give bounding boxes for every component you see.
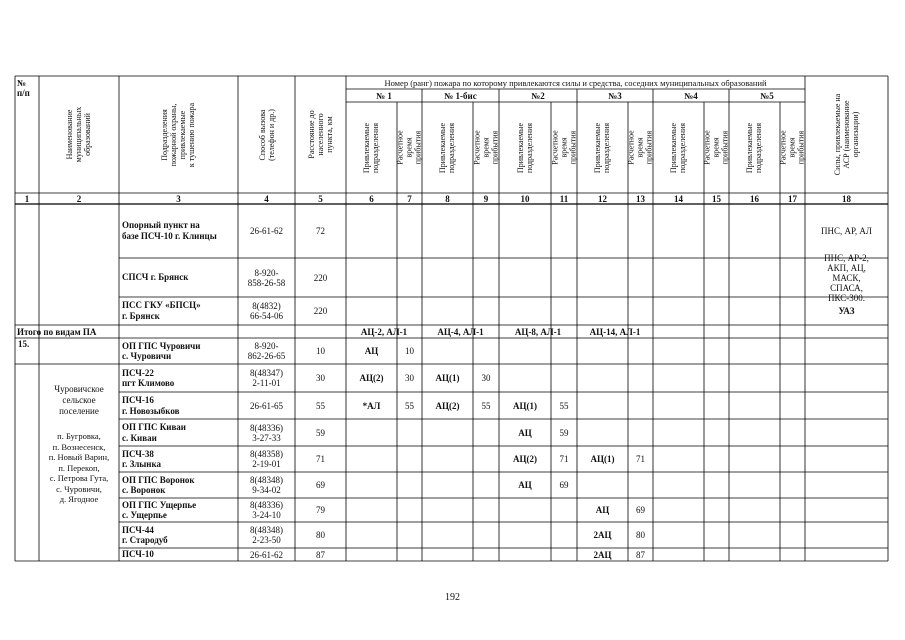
header-sub-units-6: Привлекаемые подразделения bbox=[745, 122, 764, 173]
arrival-time-t3: 69 bbox=[636, 505, 645, 515]
arrival-time-t2: 71 bbox=[559, 454, 569, 464]
arrival-time-t2: 69 bbox=[559, 480, 569, 490]
distance: 87 bbox=[316, 549, 325, 560]
distance: 80 bbox=[316, 530, 325, 540]
distance: 71 bbox=[316, 454, 325, 464]
totals-rank-1bis: АЦ-4, АЛ-1 bbox=[437, 326, 484, 337]
column-number-13: 13 bbox=[636, 193, 645, 204]
distance: 220 bbox=[313, 306, 328, 316]
header-municipality: Наименование муниципальных образований bbox=[65, 106, 93, 163]
section-places: п. Бугровка, п. Вознесенск, п. Новый Варин, п. Перекоп, с. Петрова Гута, с. Чуровичи, д. Ягодное bbox=[48, 431, 110, 505]
arrival-time-t1: 30 bbox=[405, 373, 414, 383]
header-rank-group: Номер (ранг) пожара по которому привлекаются силы и средства, соседних муниципальных образований bbox=[384, 77, 767, 88]
totals-rank-1: АЦ-2, АЛ-1 bbox=[360, 326, 408, 337]
header-rank-1: № 1 bbox=[376, 90, 392, 101]
asr-forces: УАЗ bbox=[838, 306, 855, 316]
attached-unit-r2: АЦ bbox=[518, 480, 532, 490]
call-method: 8-920- 858-26-58 bbox=[247, 267, 286, 288]
attached-unit-r2: АЦ(2) bbox=[513, 454, 537, 464]
arrival-time-t2: 55 bbox=[559, 400, 569, 411]
attached-unit-r1: АЦ(2) bbox=[359, 373, 384, 383]
header-sub-time-6: Расчетное время прибытия bbox=[779, 130, 807, 165]
attached-unit-r3: 2АЦ bbox=[593, 530, 612, 540]
call-method: 8(48336) 3-24-10 bbox=[250, 500, 283, 520]
distance: 59 bbox=[316, 427, 325, 438]
header-rank-4: №3 bbox=[608, 90, 622, 101]
column-number-6: 6 bbox=[369, 193, 374, 204]
header-distance: Расстояние до населенного пункта, км bbox=[307, 110, 334, 159]
unit-name: ПСС ГКУ «БПСЦ» г. Брянск bbox=[122, 300, 201, 321]
header-num: № п/п bbox=[17, 78, 30, 98]
distance: 10 bbox=[316, 346, 325, 356]
column-number-17: 17 bbox=[788, 193, 797, 204]
column-number-7: 7 bbox=[407, 193, 412, 204]
header-sub-units-5: Привлекаемые подразделения bbox=[669, 122, 688, 173]
attached-unit-r1: *АЛ bbox=[362, 400, 381, 411]
call-method: 26-61-65 bbox=[250, 400, 283, 411]
call-method: 8(48348) 2-23-50 bbox=[250, 525, 283, 545]
attached-unit-r3: АЦ bbox=[595, 505, 610, 515]
header-sub-time-1: Расчетное время прибытия bbox=[396, 130, 424, 165]
attached-unit-r1b: АЦ(2) bbox=[435, 400, 460, 411]
attached-unit-r2: АЦ bbox=[518, 427, 532, 438]
section-name: Чуровичское сельское поселение bbox=[54, 383, 104, 416]
header-sub-units-2: Привлекаемые подразделения bbox=[438, 122, 457, 173]
totals-label: Итого по видам ПА bbox=[17, 326, 97, 337]
unit-name: ПСЧ-16 г. Новозыбков bbox=[122, 395, 180, 416]
arrival-time-t3: 87 bbox=[636, 549, 645, 560]
column-number-14: 14 bbox=[674, 193, 683, 204]
unit-name: ПСЧ-38 г. Злынка bbox=[122, 448, 162, 469]
call-method: 8(48348) 9-34-02 bbox=[250, 475, 283, 495]
arrival-time-t2: 59 bbox=[559, 427, 569, 438]
page-number: 192 bbox=[445, 592, 460, 603]
column-number-2: 2 bbox=[76, 193, 82, 204]
unit-name: ПСЧ-22 пгт Климово bbox=[122, 367, 175, 388]
header-sub-units-3: Привлекаемые подразделения bbox=[515, 122, 534, 173]
arrival-time-t1b: 55 bbox=[481, 400, 491, 411]
distance: 220 bbox=[313, 272, 328, 283]
column-number-8: 8 bbox=[445, 193, 450, 204]
call-method: 8(48358) 2-19-01 bbox=[250, 449, 283, 469]
unit-name: ПСЧ-10 bbox=[122, 549, 154, 560]
arrival-time-t3: 80 bbox=[636, 530, 645, 540]
call-method: 26-61-62 bbox=[250, 549, 283, 560]
header-asr: Силы, привлекаемые на АСР (наименование организации) bbox=[832, 93, 860, 176]
column-number-9: 9 bbox=[483, 193, 489, 204]
header-sub-time-5: Расчетное время прибытия bbox=[703, 130, 731, 165]
attached-unit-r1: АЦ bbox=[364, 346, 379, 356]
header-rank-6: №5 bbox=[760, 90, 774, 101]
header-rank-2: № 1-бис bbox=[444, 90, 477, 101]
column-number-3: 3 bbox=[176, 193, 181, 204]
asr-forces: ПНС, АР-2, АКП, АЦ, МАСК, СПАСА, ПКС-300. bbox=[824, 252, 869, 303]
arrival-time-t1: 55 bbox=[405, 400, 414, 411]
distance: 79 bbox=[316, 505, 325, 515]
unit-name: СПСЧ г. Брянск bbox=[122, 272, 189, 282]
call-method: 8-920- 862-26-65 bbox=[247, 341, 286, 361]
distance: 30 bbox=[316, 373, 325, 383]
header-sub-units-1: Привлекаемые подразделения bbox=[362, 122, 381, 173]
header-units: Подразделения пожарной охраны, привлекаемые к тушению пожара bbox=[160, 102, 197, 167]
column-number-4: 4 bbox=[264, 193, 269, 204]
totals-rank-3: АЦ-14, АЛ-1 bbox=[589, 326, 641, 337]
unit-name: ОП ГПС Воронок с. Воронок bbox=[122, 474, 195, 495]
call-method: 26-61-62 bbox=[250, 226, 283, 236]
arrival-time-t3: 71 bbox=[636, 454, 645, 464]
header-call-method: Способ вызова (телефон и др.) bbox=[257, 108, 276, 161]
column-number-15: 15 bbox=[712, 193, 721, 204]
unit-name: Опорный пункт на базе ПСЧ-10 г. Клинцы bbox=[122, 220, 217, 241]
call-method: 8(4832) 66-54-06 bbox=[250, 301, 283, 321]
column-number-12: 12 bbox=[598, 193, 607, 204]
column-number-5: 5 bbox=[318, 193, 323, 204]
unit-name: ПСЧ-44 г. Стародуб bbox=[122, 524, 168, 545]
attached-unit-r1b: АЦ(1) bbox=[435, 373, 460, 383]
column-number-16: 16 bbox=[750, 193, 759, 204]
column-number-18: 18 bbox=[842, 193, 851, 204]
header-sub-time-4: Расчетное время прибытия bbox=[627, 130, 655, 165]
header-sub-units-4: Привлекаемые подразделения bbox=[593, 122, 612, 173]
column-number-1: 1 bbox=[24, 193, 30, 204]
unit-name: ОП ГПС Киваи с. Киваи bbox=[122, 422, 186, 443]
attached-unit-r3: АЦ(1) bbox=[590, 454, 615, 464]
unit-name: ОП ГПС Чуровичи с. Чуровичи bbox=[122, 340, 201, 361]
arrival-time-t1b: 30 bbox=[481, 373, 491, 383]
distance: 55 bbox=[316, 400, 325, 411]
header-sub-time-3: Расчетное время прибытия bbox=[550, 130, 578, 165]
section-number: 15. bbox=[18, 339, 30, 349]
call-method: 8(48336) 3-27-33 bbox=[250, 422, 283, 443]
attached-unit-r3: 2АЦ bbox=[593, 549, 612, 560]
call-method: 8(48347) 2-11-01 bbox=[250, 368, 283, 388]
attached-unit-r2: АЦ(1) bbox=[513, 400, 537, 411]
header-sub-time-2: Расчетное время прибытия bbox=[472, 130, 500, 165]
unit-name: ОП ГПС Ущерпье с. Ущерпье bbox=[122, 499, 197, 520]
header-rank-3: №2 bbox=[531, 90, 545, 101]
totals-rank-2: АЦ-8, АЛ-1 bbox=[514, 326, 562, 337]
arrival-time-t1: 10 bbox=[405, 346, 414, 356]
header-rank-5: №4 bbox=[684, 90, 698, 101]
distance: 69 bbox=[316, 480, 325, 490]
column-number-10: 10 bbox=[520, 193, 530, 204]
asr-forces: ПНС, АР, АЛ bbox=[821, 226, 872, 236]
distance: 72 bbox=[316, 226, 325, 236]
column-number-11: 11 bbox=[559, 193, 569, 204]
